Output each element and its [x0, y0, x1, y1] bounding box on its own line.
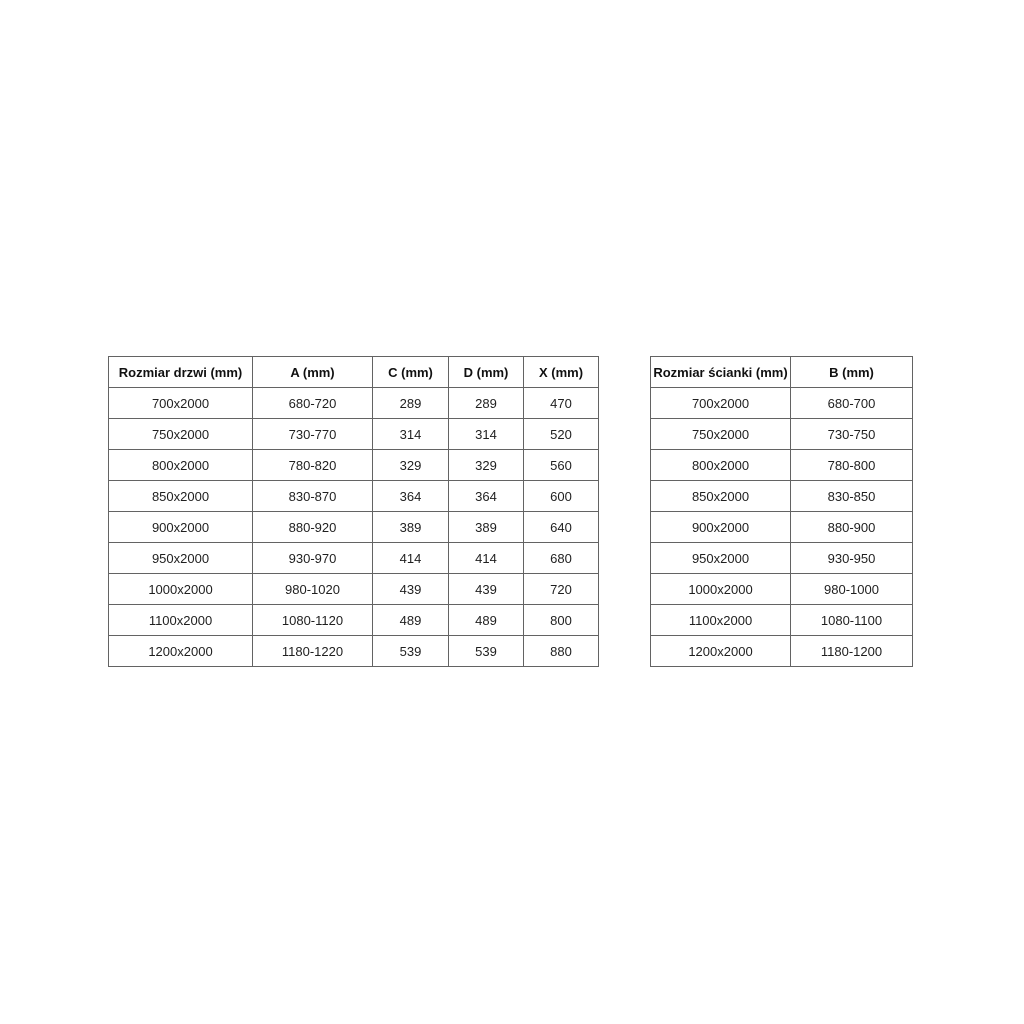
table-cell: 1180-1220 — [253, 636, 373, 667]
table-cell: 439 — [373, 574, 449, 605]
table-cell: 470 — [524, 388, 599, 419]
table-cell: 730-750 — [791, 419, 913, 450]
table-cell: 489 — [449, 605, 524, 636]
table-cell: 289 — [449, 388, 524, 419]
table-cell: 1100x2000 — [109, 605, 253, 636]
table-cell: 314 — [449, 419, 524, 450]
table-cell: 1080-1120 — [253, 605, 373, 636]
table-row — [651, 636, 913, 667]
table-cell: 414 — [449, 543, 524, 574]
header-cell: Rozmiar drzwi (mm) — [109, 357, 253, 388]
table-row — [651, 512, 913, 543]
table-cell: 389 — [449, 512, 524, 543]
table-cell: 539 — [373, 636, 449, 667]
header-cell: D (mm) — [449, 357, 524, 388]
table-cell: 520 — [524, 419, 599, 450]
table-cell: 980-1000 — [791, 574, 913, 605]
table-cell: 700x2000 — [109, 388, 253, 419]
table-row — [109, 605, 599, 636]
table-cell: 930-970 — [253, 543, 373, 574]
table-cell: 900x2000 — [651, 512, 791, 543]
table-cell: 730-770 — [253, 419, 373, 450]
table-cell: 680-720 — [253, 388, 373, 419]
table-cell: 1200x2000 — [651, 636, 791, 667]
table-cell: 539 — [449, 636, 524, 667]
header-row — [109, 357, 599, 388]
table-cell: 830-870 — [253, 481, 373, 512]
table-cell: 1200x2000 — [109, 636, 253, 667]
header-cell: A (mm) — [253, 357, 373, 388]
table-cell: 880-920 — [253, 512, 373, 543]
table-cell: 680 — [524, 543, 599, 574]
header-cell: C (mm) — [373, 357, 449, 388]
table-cell: 1080-1100 — [791, 605, 913, 636]
header-cell: B (mm) — [791, 357, 913, 388]
header-cell: Rozmiar ścianki (mm) — [651, 357, 791, 388]
table-cell: 750x2000 — [651, 419, 791, 450]
table-cell: 850x2000 — [109, 481, 253, 512]
table-row — [109, 636, 599, 667]
table-cell: 1180-1200 — [791, 636, 913, 667]
table-cell: 414 — [373, 543, 449, 574]
table-cell: 800x2000 — [651, 450, 791, 481]
table-cell: 720 — [524, 574, 599, 605]
table-row — [651, 450, 913, 481]
table-cell: 830-850 — [791, 481, 913, 512]
table-cell: 750x2000 — [109, 419, 253, 450]
table-cell: 950x2000 — [651, 543, 791, 574]
table-row — [109, 419, 599, 450]
table-cell: 800x2000 — [109, 450, 253, 481]
table-row — [651, 388, 913, 419]
table-cell: 364 — [373, 481, 449, 512]
table-cell: 780-820 — [253, 450, 373, 481]
table-cell: 600 — [524, 481, 599, 512]
table-cell: 1100x2000 — [651, 605, 791, 636]
table-cell: 700x2000 — [651, 388, 791, 419]
table-cell: 560 — [524, 450, 599, 481]
table-cell: 329 — [449, 450, 524, 481]
table-row — [651, 481, 913, 512]
table-cell: 1000x2000 — [109, 574, 253, 605]
table-cell: 680-700 — [791, 388, 913, 419]
table-row — [109, 388, 599, 419]
table-cell: 780-800 — [791, 450, 913, 481]
table-cell: 900x2000 — [109, 512, 253, 543]
table-row — [109, 543, 599, 574]
table-row — [109, 512, 599, 543]
table-cell: 1000x2000 — [651, 574, 791, 605]
wall-dimensions-table — [650, 356, 913, 667]
table-cell: 489 — [373, 605, 449, 636]
table-row — [109, 574, 599, 605]
table-row — [651, 543, 913, 574]
table-cell: 800 — [524, 605, 599, 636]
table-cell: 850x2000 — [651, 481, 791, 512]
table-cell: 980-1020 — [253, 574, 373, 605]
header-cell: X (mm) — [524, 357, 599, 388]
table-cell: 289 — [373, 388, 449, 419]
table-cell: 439 — [449, 574, 524, 605]
table-cell: 314 — [373, 419, 449, 450]
table-row — [651, 605, 913, 636]
table-cell: 880-900 — [791, 512, 913, 543]
door-dimensions-table — [108, 356, 599, 667]
table-row — [651, 419, 913, 450]
table-cell: 950x2000 — [109, 543, 253, 574]
table-cell: 930-950 — [791, 543, 913, 574]
table-cell: 880 — [524, 636, 599, 667]
header-row — [651, 357, 913, 388]
table-cell: 389 — [373, 512, 449, 543]
table-cell: 329 — [373, 450, 449, 481]
table-cell: 640 — [524, 512, 599, 543]
table-row — [109, 481, 599, 512]
table-cell: 364 — [449, 481, 524, 512]
table-row — [651, 574, 913, 605]
table-row — [109, 450, 599, 481]
